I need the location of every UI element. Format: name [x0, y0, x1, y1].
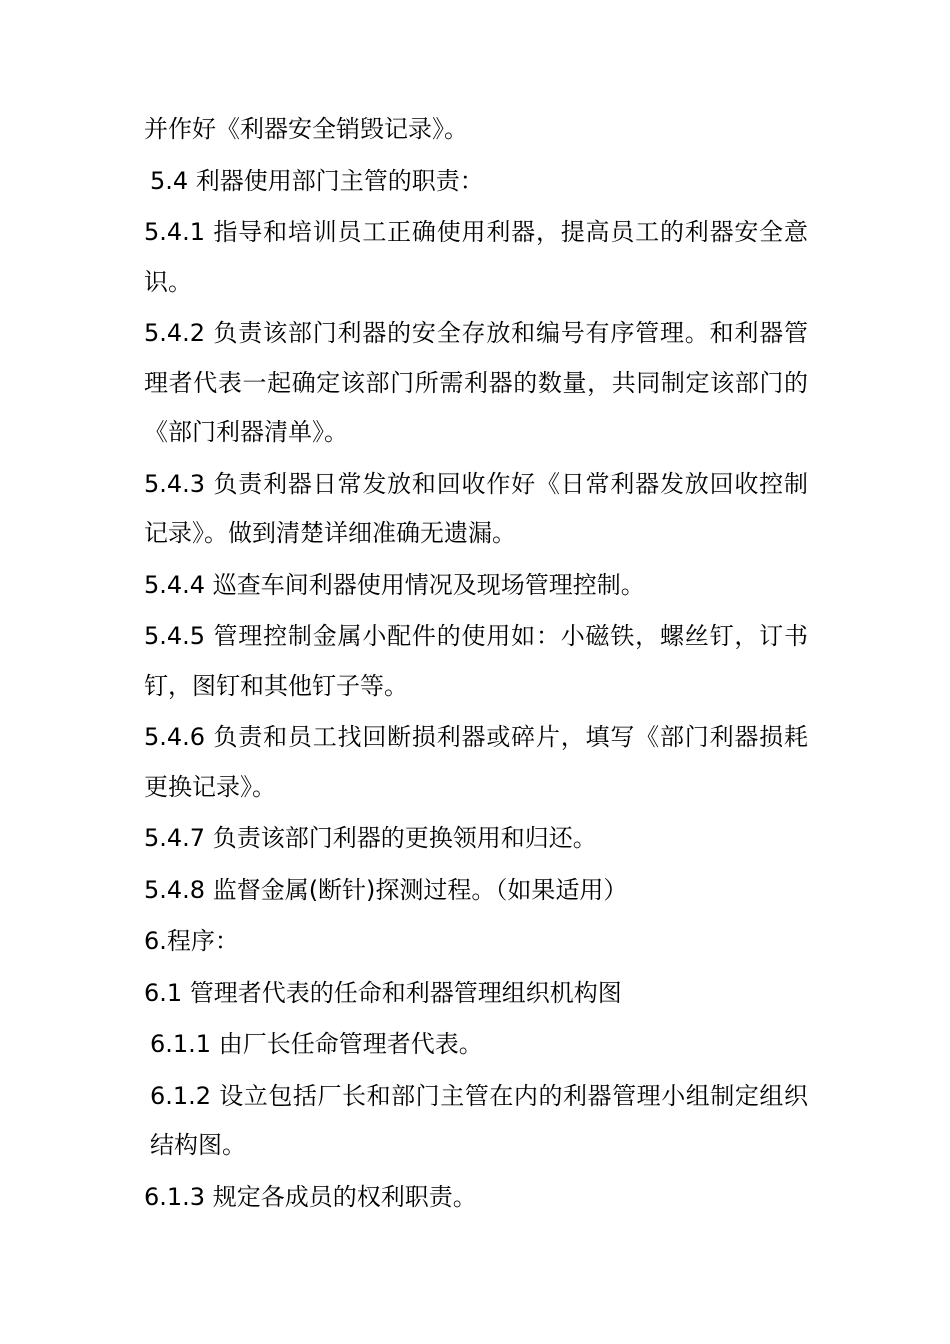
paragraph-6-1-2: 6.1.2 设立包括厂长和部门主管在内的利器管理小组制定组织结构图。 [150, 1081, 808, 1159]
paragraph-5-4-2: 5.4.2 负责该部门利器的安全存放和编号有序管理。和利器管理者代表一起确定该部门所需利器的数量，共同制定该部门的《部门利器清单》。 [144, 319, 808, 446]
heading-6-1: 6.1 管理者代表的任命和利器管理组织机构图 [144, 978, 622, 1007]
heading-5-4: 5.4 利器使用部门主管的职责： [150, 166, 484, 195]
paragraph-5-4-7: 5.4.7 负责该部门利器的更换领用和归还。 [144, 824, 597, 852]
paragraph-5-4-3: 5.4.3 负责利器日常发放和回收作好《日常利器发放回收控制记录》。做到清楚详细准确无遗漏。 [144, 469, 808, 547]
paragraph-5-4-6: 5.4.6 负责和员工找回断损利器或碎片，填写《部门利器损耗更换记录》。 [144, 723, 808, 801]
paragraph-destroy-record: 并作好《利器安全销毁记录》。 [144, 115, 468, 143]
paragraph-5-4-5: 5.4.5 管理控制金属小配件的使用如：小磁铁，螺丝钉，订书钉，图钉和其他钉子等。 [144, 622, 808, 700]
heading-6: 6.程序： [144, 927, 239, 955]
paragraph-6-1-3: 6.1.3 规定各成员的权利职责。 [144, 1182, 477, 1211]
paragraph-5-4-4: 5.4.4 巡查车间利器使用情况及现场管理控制。 [144, 570, 645, 599]
paragraph-6-1-1: 6.1.1 由厂长任命管理者代表。 [150, 1030, 483, 1058]
paragraph-5-4-1: 5.4.1 指导和培训员工正确使用利器，提高员工的利器安全意识。 [144, 218, 808, 296]
paragraph-5-4-8: 5.4.8 监督金属(断针)探测过程。（如果适用） [144, 875, 628, 904]
document-body [144, 105, 808, 1224]
